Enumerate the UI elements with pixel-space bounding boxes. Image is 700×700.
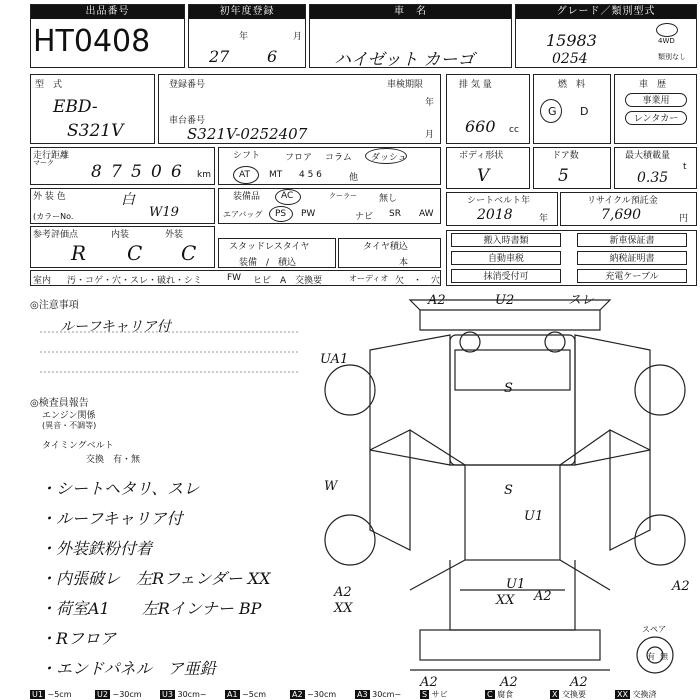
- mark-hood-s: S: [504, 381, 513, 396]
- mark-right-a2: A2: [672, 579, 690, 594]
- legend-item: [615, 690, 657, 700]
- doc-warranty: 新車保証書: [577, 233, 687, 247]
- fw-items: ヒビ A 交換要: [253, 276, 323, 286]
- legend-text: 30cm~: [174, 690, 207, 699]
- lot-number: HT0408: [33, 24, 151, 59]
- legend-text: ~5cm: [44, 690, 72, 699]
- grade-value-2: 0254: [552, 51, 588, 67]
- grade-scores-box: [30, 226, 215, 268]
- legend-text: ~30cm: [304, 690, 337, 699]
- color-no-label: (カラーNo.: [33, 212, 74, 221]
- exterior-value: C: [181, 241, 197, 265]
- interior-bar-items: 汚・コゲ・穴・スレ・破れ・シミ: [67, 276, 203, 286]
- history-business: 事業用: [625, 93, 687, 107]
- ref-grade-label: 参考評価点: [33, 230, 79, 240]
- mark-front-sre: スレ: [568, 293, 595, 308]
- report-line: ・外装鉄粉付着: [40, 539, 153, 558]
- color-value: 白: [121, 192, 135, 208]
- legend-code: X: [552, 690, 558, 699]
- shift-gears: 4 5 6: [299, 170, 322, 180]
- grade-value-1: 15983: [546, 31, 597, 50]
- legend-text: 交換要: [559, 690, 587, 699]
- grade-opt-class: 類別なし: [658, 53, 686, 61]
- seatbelt-box: [446, 192, 558, 226]
- shift-floor: フロア: [285, 153, 313, 163]
- lot-label: 出品番号: [31, 5, 184, 19]
- interior-bar-label: 室内: [33, 276, 52, 286]
- mark-rear-a2-left: A2: [334, 585, 352, 600]
- load-unit: t: [683, 162, 687, 172]
- load-label: 最大積載量: [625, 151, 671, 161]
- history-box: [614, 74, 697, 144]
- equip-ps: PS: [275, 209, 287, 219]
- recycle-label: リサイクル預託金: [587, 196, 658, 206]
- shift-at: AT: [239, 170, 250, 180]
- legend-item: [355, 690, 401, 700]
- color-label: 外 装 色: [33, 192, 66, 202]
- legend-code: A3: [357, 690, 368, 699]
- grade-circle-mark: [656, 23, 678, 37]
- doors-value: 5: [558, 166, 569, 186]
- inspection-label: 車検期限: [387, 80, 424, 90]
- legend-code: C: [487, 690, 493, 699]
- chassis-value: S321V-0252407: [187, 125, 308, 143]
- shift-label: シフト: [233, 151, 261, 161]
- spare-label: スペア: [642, 625, 666, 634]
- caution-label: ◎注意事項: [30, 300, 79, 311]
- equip-none: 無し: [379, 194, 398, 204]
- inspection-year: 年: [425, 98, 435, 108]
- shift-at-circle: [233, 166, 259, 184]
- equip-airbag: エアバッグ: [223, 210, 263, 219]
- doc-maint: 納税証明書: [577, 251, 687, 265]
- doc-charge-cable: 充電ケーブル: [577, 269, 687, 283]
- shift-other: 他: [349, 173, 359, 183]
- first-reg-box: [188, 4, 306, 68]
- mark-ua1: UA1: [320, 352, 349, 367]
- type-box: [30, 74, 155, 144]
- docs-box: [446, 230, 697, 286]
- interior-label: 内装: [111, 230, 130, 240]
- fuel-d: D: [580, 105, 589, 118]
- legend-code: S: [422, 690, 428, 699]
- vehicle-label: 車 名: [310, 5, 511, 19]
- interior-bar: [30, 270, 441, 286]
- first-reg-month: 6: [267, 47, 278, 66]
- legend-text: 交換済: [629, 690, 657, 699]
- exterior-label: 外装: [165, 230, 184, 240]
- legend-item: [95, 690, 142, 700]
- equip-aw: AW: [419, 209, 434, 219]
- shift-dash: ダッシュ: [371, 153, 407, 163]
- legend-text: 腐食: [494, 690, 514, 699]
- audio-label: オーディオ: [349, 274, 389, 283]
- seatbelt-value: 2018: [477, 207, 513, 223]
- equip-ps-circle: [269, 206, 293, 222]
- spare-value: 有: [647, 652, 655, 661]
- report-line: ・シートヘタリ、スレ: [40, 479, 200, 498]
- mileage-digit: 8: [91, 162, 102, 182]
- audio-items: 欠 ・ 穴: [395, 276, 441, 286]
- legend-item: [160, 690, 207, 700]
- legend-code: XX: [617, 690, 628, 699]
- vehicle-name: ハイゼット カーゴ: [334, 50, 475, 70]
- studless-opts: 装備 / 積込: [239, 258, 297, 268]
- fw-label: FW: [227, 273, 242, 283]
- shift-mt: MT: [269, 170, 283, 180]
- mark-rear-a2: A2: [534, 589, 552, 604]
- spare-none: 無: [660, 652, 668, 661]
- legend-code: U1: [32, 690, 43, 699]
- report-line: ・ルーフキャリア付: [40, 509, 183, 528]
- vehicle-box: [309, 4, 512, 68]
- mileage-box: [30, 147, 215, 185]
- body-type-label: ボディ形状: [459, 151, 504, 161]
- mark-bottom-a2-mid: A2: [500, 675, 518, 690]
- equip-cooler: クーラー: [329, 192, 357, 200]
- fuel-label: 燃 料: [558, 80, 586, 90]
- equip-ac-circle: [275, 189, 301, 205]
- tire-label: タイヤ積込: [363, 242, 408, 252]
- equip-pw: PW: [301, 209, 316, 219]
- color-no-value: W19: [149, 205, 179, 220]
- doc-auto-tax: 自動車税: [451, 251, 561, 265]
- equip-navi: ナビ: [355, 212, 374, 222]
- mark-rear-xx: XX: [496, 593, 515, 608]
- load-box: [614, 147, 697, 189]
- report-line: ・Rフロア: [40, 629, 117, 648]
- legend-code: A1: [227, 690, 238, 699]
- grade-opt-4wd: 4WD: [658, 37, 675, 45]
- shift-box: [218, 147, 441, 185]
- legend-text: ~5cm: [239, 690, 267, 699]
- legend-item: [225, 690, 266, 700]
- type-label: 型 式: [35, 80, 63, 90]
- mileage-digit: 7: [111, 162, 122, 182]
- legend-item: [420, 690, 448, 700]
- shift-dash-circle: [365, 148, 407, 164]
- color-box: [30, 188, 215, 224]
- report-line: ・内張破レ 左Rフェンダー XX: [40, 569, 271, 588]
- timing-label: タイミングベルト: [42, 441, 114, 451]
- displacement-label: 排 気 量: [459, 80, 492, 90]
- tire-value: 本: [399, 258, 409, 268]
- first-reg-label: 初年度登録: [189, 5, 305, 19]
- recycle-unit: 円: [679, 214, 689, 224]
- interior-value: C: [127, 241, 143, 265]
- reg-no-label: 登録番号: [169, 80, 206, 90]
- seatbelt-label: シートベルト年: [467, 196, 531, 206]
- body-type-value: V: [477, 166, 490, 186]
- shift-column: コラム: [325, 153, 352, 163]
- tire-box: [338, 238, 441, 268]
- mark-roof-u1: U1: [524, 509, 544, 524]
- ref-grade-value: R: [71, 241, 87, 265]
- report-line: ・荷室A1 左Rインナー BP: [40, 599, 262, 618]
- legend-item: [290, 690, 336, 700]
- legend-item: [30, 690, 71, 700]
- doc-erasure: 抹消受付可: [451, 269, 561, 283]
- doc-manual: 搬入時書類: [451, 233, 561, 247]
- mark-side-w: W: [324, 479, 338, 494]
- doors-label: ドア数: [552, 151, 579, 161]
- mileage-unit: km: [197, 170, 211, 180]
- equip-label: 装備品: [233, 192, 261, 202]
- grade-box: [515, 4, 697, 68]
- mileage-digit: 5: [131, 162, 142, 182]
- fuel-g: G: [548, 105, 557, 118]
- studless-box: [218, 238, 336, 268]
- displacement-value: 660: [465, 117, 496, 136]
- body-type-box: [446, 147, 530, 189]
- recycle-value: 7,690: [601, 207, 642, 223]
- reg-box: [158, 74, 441, 144]
- lot-box: [30, 4, 185, 68]
- load-value: 0.35: [637, 170, 669, 186]
- type-value-2: S321V: [67, 121, 124, 141]
- car-diagram: [310, 290, 700, 690]
- equipment-box: [218, 188, 441, 224]
- caution-text: ルーフキャリア付: [60, 319, 171, 335]
- chassis-label: 車台番号: [169, 116, 206, 126]
- legend-item: [550, 690, 586, 700]
- mark-bottom-a2-left: A2: [420, 675, 438, 690]
- year-unit: 年: [239, 32, 249, 42]
- fuel-box: [533, 74, 611, 144]
- mileage-digit: 6: [171, 162, 182, 182]
- mileage-digit: 0: [151, 162, 162, 182]
- grade-label: グレード／類別型式: [516, 5, 696, 19]
- displacement-unit: cc: [509, 125, 519, 135]
- inspector-label: ◎検査員報告: [30, 398, 89, 409]
- legend-code: U3: [162, 690, 173, 699]
- timing-opts: 交換 有・無: [86, 455, 141, 465]
- legend-text: サビ: [429, 690, 448, 699]
- month-unit: 月: [293, 32, 303, 42]
- legend-item: [485, 690, 513, 700]
- seatbelt-unit: 年: [539, 214, 549, 224]
- studless-label: スタッドレスタイヤ: [229, 242, 310, 252]
- damage-legend: [0, 690, 700, 700]
- mark-rear-u1: U1: [506, 577, 526, 592]
- legend-code: A2: [292, 690, 303, 699]
- history-rental: レンタカー: [625, 111, 687, 125]
- legend-text: 30cm~: [369, 690, 402, 699]
- recycle-box: [560, 192, 697, 226]
- mark-front-a2: A2: [428, 293, 446, 308]
- history-label: 車 歴: [639, 80, 667, 90]
- mileage-sub-label: マーク: [33, 159, 54, 167]
- fuel-g-circle: [540, 99, 562, 123]
- displacement-box: [446, 74, 530, 144]
- doors-box: [533, 147, 611, 189]
- legend-code: U2: [97, 690, 108, 699]
- mileage-label: 走行距離: [33, 151, 70, 161]
- engine-sub: (異音・不調等): [42, 421, 97, 430]
- inspection-month: 月: [425, 130, 435, 140]
- report-line: ・エンドパネル ア亜鉛: [40, 659, 216, 678]
- first-reg-year: 27: [209, 47, 230, 66]
- mark-rear-xx-left: XX: [334, 601, 353, 616]
- type-value-1: EBD-: [53, 97, 98, 117]
- equip-ac: AC: [281, 191, 294, 201]
- legend-text: ~30cm: [109, 690, 142, 699]
- mark-front-u2: U2: [495, 293, 515, 308]
- mark-bottom-a2-right: A2: [570, 675, 588, 690]
- mark-roof-s: S: [504, 483, 513, 498]
- equip-sr: SR: [389, 209, 401, 219]
- engine-label: エンジン関係: [42, 411, 96, 421]
